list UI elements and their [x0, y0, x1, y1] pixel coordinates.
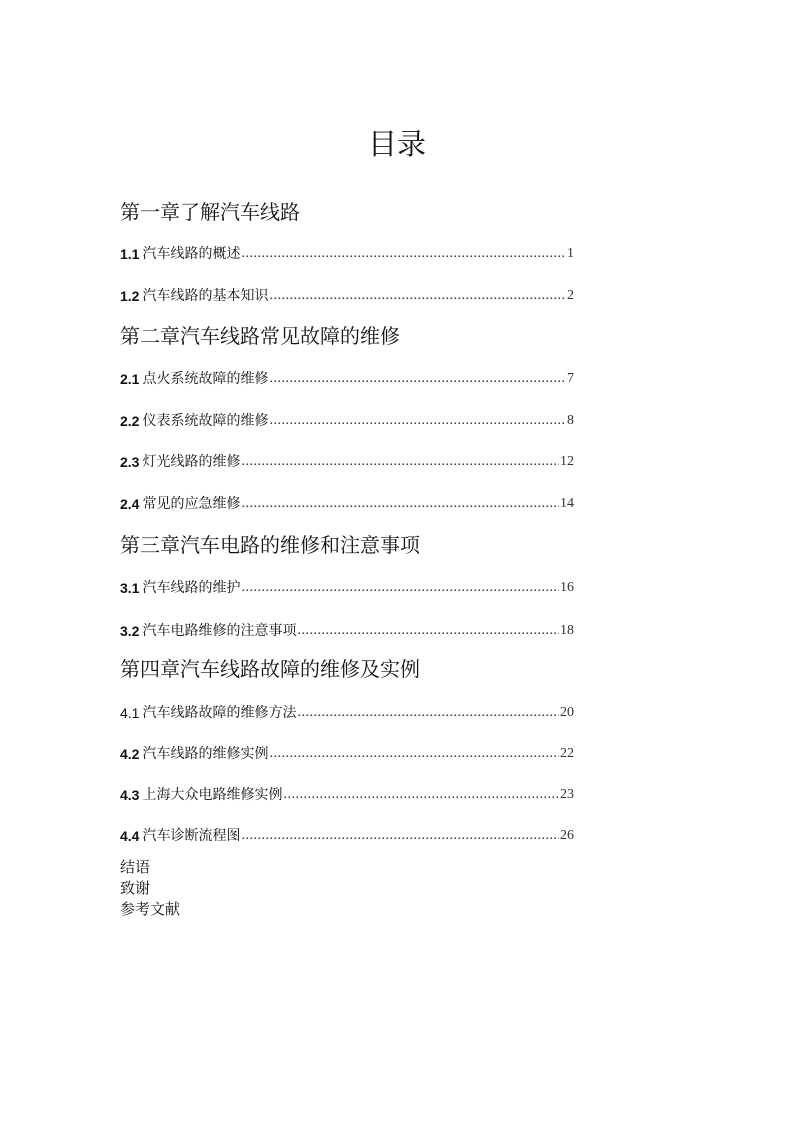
- chapter-1-heading: 第一章了解汽车线路: [120, 200, 300, 224]
- section-title: 汽车线路的维修实例: [142, 746, 269, 762]
- page-number: 23: [560, 787, 574, 802]
- page-number: 7: [567, 371, 574, 386]
- section-title: 汽车线路故障的维修方法: [142, 705, 297, 721]
- end-item-conclusion[interactable]: 结语: [120, 858, 151, 876]
- page-number: 20: [560, 705, 574, 720]
- page-number: 12: [560, 454, 574, 469]
- section-number: 1.1: [120, 246, 140, 262]
- dot-leader: [283, 785, 559, 805]
- section-title: 汽车线路的概述: [142, 246, 241, 262]
- dot-leader: [297, 621, 559, 641]
- toc-entry-4-1[interactable]: [120, 703, 574, 723]
- page-number: 14: [560, 496, 574, 511]
- toc-entry-2-3[interactable]: [120, 452, 574, 472]
- page-number: 8: [567, 413, 574, 428]
- section-number: 4.3: [120, 787, 140, 803]
- toc-entry-3-2[interactable]: [120, 621, 574, 641]
- toc-entry-3-1[interactable]: [120, 578, 574, 598]
- section-number: 1.2: [120, 288, 140, 304]
- dot-leader: [241, 826, 559, 846]
- page-number: 2: [567, 288, 574, 303]
- section-number: 2.1: [120, 371, 140, 387]
- toc-entry-2-2[interactable]: [120, 411, 574, 431]
- section-title: 汽车线路的维护: [142, 580, 241, 596]
- dot-leader: [241, 244, 566, 264]
- section-number: 2.3: [120, 454, 140, 470]
- dot-leader: [269, 369, 566, 389]
- section-number: 2.4: [120, 496, 140, 512]
- toc-entry-4-3[interactable]: [120, 785, 574, 805]
- dot-leader: [241, 494, 559, 514]
- section-number: 4.2: [120, 746, 140, 762]
- section-number: 2.2: [120, 413, 140, 429]
- toc-entry-4-4[interactable]: [120, 826, 574, 846]
- toc-entry-1-2[interactable]: [120, 286, 574, 306]
- page-number: 1: [567, 246, 574, 261]
- section-number: 3.2: [120, 623, 140, 639]
- dot-leader: [269, 411, 566, 431]
- dot-leader: [297, 703, 559, 723]
- toc-entry-4-2[interactable]: [120, 744, 574, 764]
- page-number: 26: [560, 828, 574, 843]
- chapter-2-heading: 第二章汽车线路常见故障的维修: [120, 324, 400, 348]
- toc-entry-2-4[interactable]: [120, 494, 574, 514]
- page-number: 22: [560, 746, 574, 761]
- toc-title: 目录: [367, 127, 426, 161]
- toc-entry-2-1[interactable]: [120, 369, 574, 389]
- section-title: 仪表系统故障的维修: [142, 413, 269, 429]
- section-title: 汽车线路的基本知识: [142, 288, 269, 304]
- dot-leader: [241, 578, 559, 598]
- section-title: 点火系统故障的维修: [142, 371, 269, 387]
- chapter-4-heading: 第四章汽车线路故障的维修及实例: [120, 657, 420, 681]
- section-title: 常见的应急维修: [142, 496, 241, 512]
- page-number: 16: [560, 580, 574, 595]
- dot-leader: [269, 286, 566, 306]
- toc-entry-1-1[interactable]: [120, 244, 574, 264]
- section-title: 上海大众电路维修实例: [142, 787, 283, 803]
- section-title: 灯光线路的维修: [142, 454, 241, 470]
- chapter-3-heading: 第三章汽车电路的维修和注意事项: [120, 533, 420, 557]
- dot-leader: [269, 744, 559, 764]
- section-title: 汽车诊断流程图: [142, 828, 241, 844]
- dot-leader: [241, 452, 559, 472]
- section-title: 汽车电路维修的注意事项: [142, 623, 297, 639]
- section-number: 3.1: [120, 580, 140, 596]
- page-number: 18: [560, 623, 574, 638]
- end-item-acknowledgements[interactable]: 致谢: [120, 879, 151, 897]
- section-number: 4.4: [120, 828, 140, 844]
- section-number: 4.1: [120, 705, 140, 721]
- end-item-references[interactable]: 参考文献: [120, 900, 181, 918]
